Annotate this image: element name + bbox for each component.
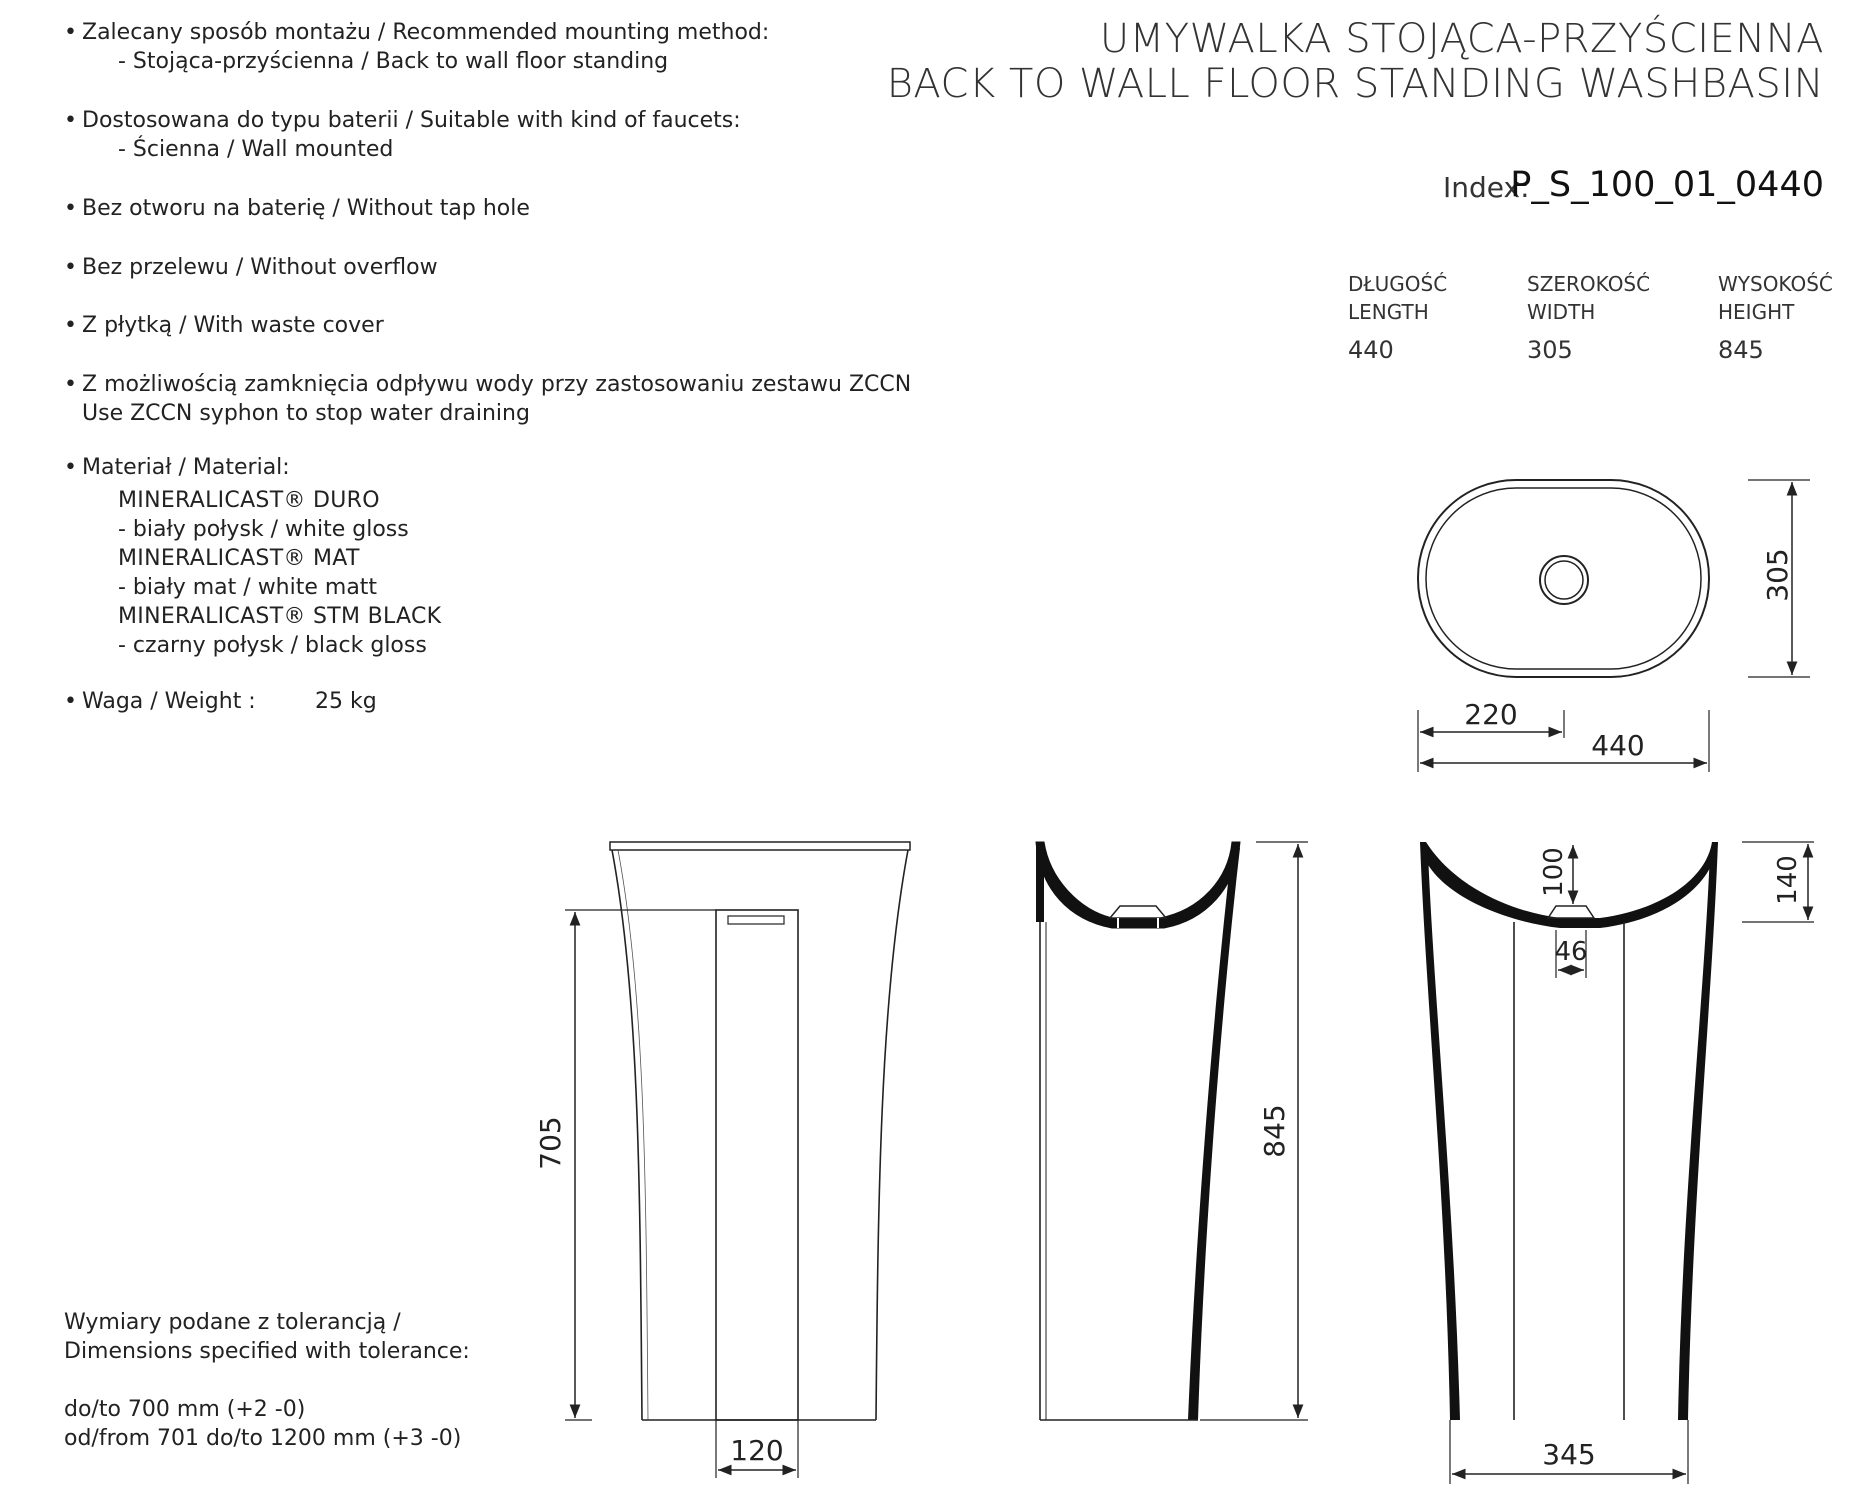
basin-inner-outline — [1426, 488, 1701, 669]
dim-top-half: 220 — [1464, 698, 1518, 731]
tolerance-line4: od/from 701 do/to 1200 mm (+3 -0) — [64, 1426, 462, 1451]
dim-front-drain: 46 — [1554, 937, 1588, 967]
dim-front-base: 345 — [1542, 1438, 1596, 1471]
width-label-en: WIDTH — [1527, 300, 1596, 324]
dim-side-base: 120 — [730, 1434, 784, 1467]
mounting-value: - Stojąca-przyścienna / Back to wall floor standing — [118, 49, 669, 74]
bullet-icon: • — [64, 196, 77, 221]
height-value: 845 — [1718, 336, 1764, 364]
material-label: Materiał / Material: — [82, 455, 290, 480]
mounting-label: Zalecany sposób montażu / Recommended mounting method: — [82, 20, 770, 45]
width-label-pl: SZEROKOŚĆ — [1527, 272, 1651, 296]
waste-cover-text: Z płytką / With waste cover — [82, 313, 384, 338]
pedestal-outline — [876, 850, 908, 1420]
front-wall-section — [1188, 848, 1240, 1420]
width-value: 305 — [1527, 336, 1573, 364]
basin-outer-outline — [1418, 480, 1709, 677]
dim-front-depth: 100 — [1539, 847, 1569, 897]
material-finish: - biały połysk / white gloss — [118, 517, 409, 542]
rear-cutout — [716, 910, 798, 1420]
height-label-pl: WYSOKOŚĆ — [1718, 272, 1833, 296]
index-value: P_S_100_01_0440 — [1510, 165, 1824, 205]
material-name: MINERALICAST® DURO — [118, 488, 380, 513]
basin-bowl-section — [1420, 842, 1718, 928]
drain-outer-circle — [1540, 556, 1588, 604]
section-view — [1036, 842, 1308, 1420]
faucet-value: - Ścienna / Wall mounted — [118, 137, 394, 162]
bullet-icon: • — [64, 255, 77, 280]
top-view — [1418, 480, 1810, 772]
bullet-icon: • — [64, 455, 77, 480]
side-view — [534, 842, 910, 1478]
dim-front-bowl: 140 — [1773, 855, 1803, 905]
material-name: MINERALICAST® STM BLACK — [118, 604, 442, 629]
height-label-en: HEIGHT — [1718, 300, 1795, 324]
faucet-label: Dostosowana do typu baterii / Suitable with kind of faucets: — [82, 108, 741, 133]
title-line2: BACK TO WALL FLOOR STANDING WASHBASIN — [886, 61, 1824, 107]
tolerance-line3: do/to 700 mm (+2 -0) — [64, 1397, 306, 1422]
tolerance-line2: Dimensions specified with tolerance: — [64, 1339, 470, 1364]
material-finish: - czarny połysk / black gloss — [118, 633, 427, 658]
title-line1: UMYWALKA STOJĄCA-PRZYŚCIENNA — [1099, 16, 1824, 62]
bullet-icon: • — [64, 689, 77, 714]
left-wall-section — [1420, 842, 1460, 1420]
waste-cover — [728, 916, 784, 924]
bullet-icon: • — [64, 20, 77, 45]
index-label: Index: — [1443, 171, 1530, 204]
material-name: MINERALICAST® MAT — [118, 546, 360, 571]
zccn-line1: Z możliwością zamknięcia odpływu wody przy zastosowaniu zestawu ZCCN — [82, 372, 912, 397]
drain-section — [1548, 906, 1594, 918]
overflow-text: Bez przelewu / Without overflow — [82, 255, 438, 280]
pedestal-outline — [612, 850, 642, 1420]
bullet-icon: • — [64, 108, 77, 133]
material-finish: - biały mat / white matt — [118, 575, 378, 600]
drain-inner-circle — [1545, 561, 1583, 599]
bullet-icon: • — [64, 313, 77, 338]
front-view — [1420, 842, 1814, 1484]
right-wall-section — [1678, 842, 1718, 1420]
top-rim — [610, 842, 910, 850]
weight-label: Waga / Weight : — [82, 689, 256, 714]
dim-top-width: 305 — [1761, 548, 1794, 602]
length-value: 440 — [1348, 336, 1394, 364]
pedestal-outline — [618, 850, 648, 1420]
tolerance-line1: Wymiary podane z tolerancją / — [64, 1310, 401, 1335]
length-label-pl: DŁUGOŚĆ — [1348, 272, 1448, 296]
dim-side-height: 705 — [534, 1116, 567, 1170]
drain-section — [1110, 906, 1166, 918]
weight-value: 25 kg — [315, 689, 377, 714]
back-wall-section — [1036, 842, 1044, 922]
dim-top-length: 440 — [1591, 729, 1645, 762]
length-label-en: LENGTH — [1348, 300, 1429, 324]
bullet-icon: • — [64, 372, 77, 397]
zccn-line2: Use ZCCN syphon to stop water draining — [82, 401, 530, 426]
dim-section-height: 845 — [1258, 1104, 1291, 1158]
basin-bowl-section — [1036, 842, 1240, 928]
tap-hole-text: Bez otworu na baterię / Without tap hole — [82, 196, 530, 221]
